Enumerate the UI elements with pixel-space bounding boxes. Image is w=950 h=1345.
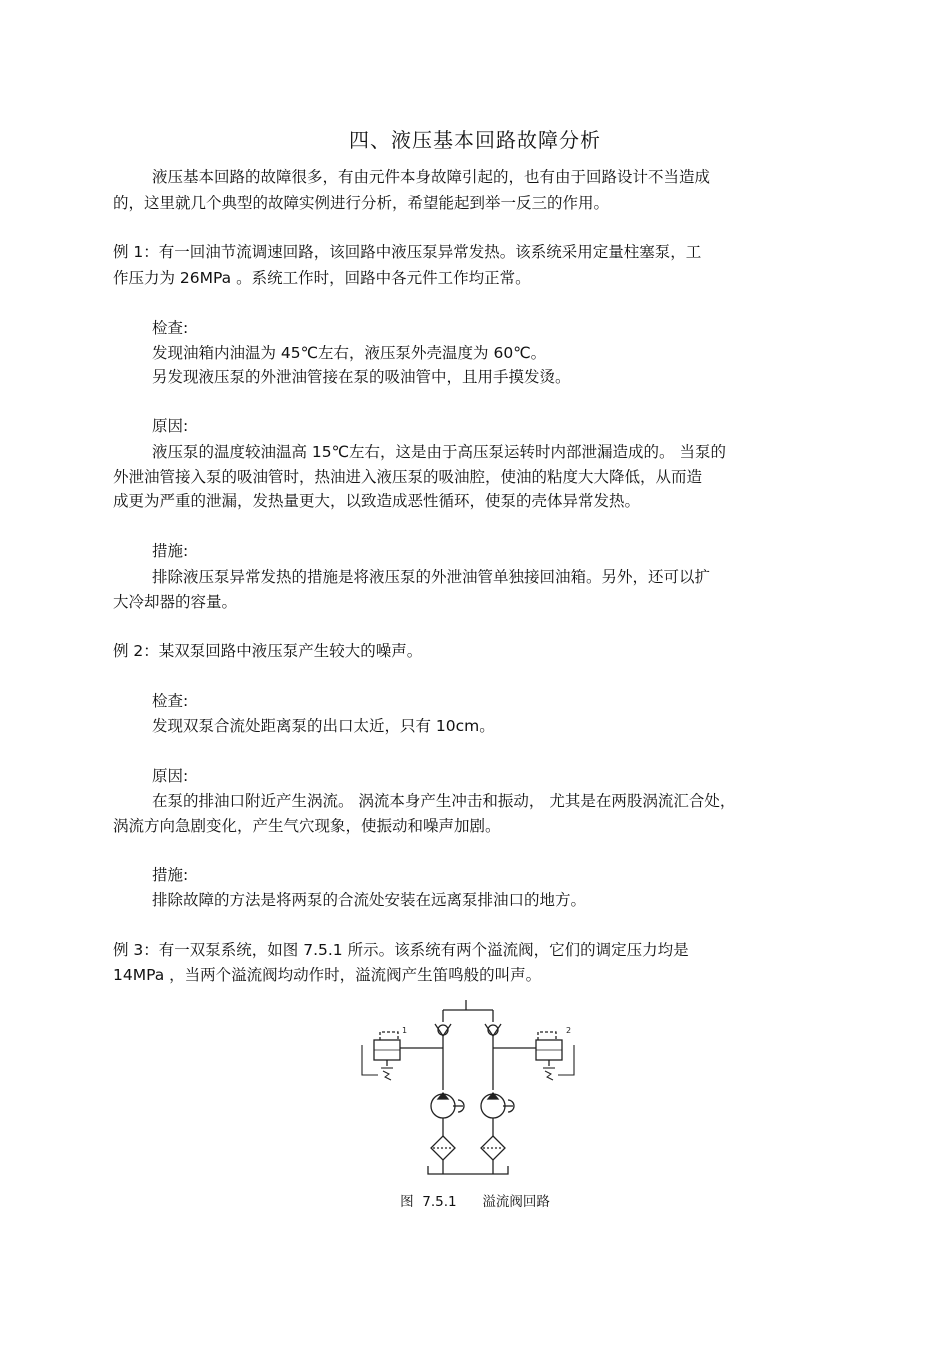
example1-check-line-2: 另发现液压泵的外泄油管接在泵的吸油管中，且用手摸发烫。 [152, 368, 571, 386]
example2-line: 例 2：某双泵回路中液压泵产生较大的噪声。 [113, 642, 423, 660]
left-check-valve-icon [435, 1024, 451, 1036]
reservoir-icon [428, 1160, 508, 1174]
example2-cause-line-1: 在泵的排油口附近产生涡流。 涡流本身产生冲击和振动， 尤其是在两股涡流汇合处， [152, 792, 736, 810]
example2-measure-heading: 措施: [152, 866, 189, 884]
left-pump-icon [431, 1093, 464, 1118]
example2-measure-line: 排除故障的方法是将两泵的合流处安装在远离泵排油口的地方。 [152, 891, 587, 909]
right-pump-icon [481, 1093, 514, 1118]
figure-caption: 图 7.5.1 溢流阀回路 [400, 1194, 550, 1210]
valve-2-label: 2 [566, 1026, 572, 1035]
example1-line-2: 作压力为 26MPa 。系统工作时，回路中各元件工作均正常。 [113, 269, 531, 287]
page-title: 四、液压基本回路故障分析 [349, 128, 601, 152]
right-check-valve-icon [485, 1024, 501, 1036]
example1-cause-line-2: 外泄油管接入泵的吸油管时，热油进入液压泵的吸油腔，使油的粘度大大降低，从而造 [113, 468, 703, 486]
example1-check-heading: 检查: [152, 319, 189, 337]
example1-measure-line-2: 大冷却器的容量。 [113, 593, 238, 611]
example3-line-2: 14MPa ，当两个溢流阀均动作时，溢流阀产生笛鸣般的叫声。 [113, 966, 542, 984]
example1-measure-line-1: 排除液压泵异常发热的措施是将液压泵的外泄油管单独接回油箱。另外，还可以扩 [152, 568, 711, 586]
relief-valve-1-icon [362, 1032, 400, 1080]
example3-line-1: 例 3：有一双泵系统，如图 7.5.1 所示。该系统有两个溢流阀，它们的调定压力均是 [113, 941, 689, 959]
example1-line-1: 例 1：有一回油节流调速回路，该回路中液压泵异常发热。该系统采用定量柱塞泵，工 [113, 243, 702, 261]
right-filter-icon [481, 1136, 505, 1160]
intro-line-1: 液压基本回路的故障很多，有由元件本身故障引起的，也有由于回路设计不当造成 [152, 168, 711, 186]
example1-cause-line-3: 成更为严重的泄漏，发热量更大，以致造成恶性循环，使泵的壳体异常发热。 [113, 492, 641, 510]
example2-check-heading: 检查: [152, 692, 189, 710]
relief-valve-circuit-diagram [340, 1000, 610, 1180]
example1-cause-line-1: 液压泵的温度较油温高 15℃左右，这是由于高压泵运转时内部泄漏造成的。 当泵的 [152, 443, 726, 461]
relief-valve-2-icon [536, 1032, 574, 1080]
example2-cause-heading: 原因: [152, 767, 189, 785]
example1-check-line-1: 发现油箱内油温为 45℃左右，液压泵外壳温度为 60℃。 [152, 344, 547, 362]
example2-cause-line-2: 涡流方向急剧变化，产生气穴现象，使振动和噪声加剧。 [113, 817, 501, 835]
valve-1-label: 1 [402, 1026, 408, 1035]
intro-line-2: 的，这里就几个典型的故障实例进行分析，希望能起到举一反三的作用。 [113, 194, 610, 212]
example1-cause-heading: 原因: [152, 417, 189, 435]
example1-measure-heading: 措施: [152, 542, 189, 560]
left-filter-icon [431, 1136, 455, 1160]
example2-check-line: 发现双泵合流处距离泵的出口太近，只有 10cm。 [152, 717, 495, 735]
